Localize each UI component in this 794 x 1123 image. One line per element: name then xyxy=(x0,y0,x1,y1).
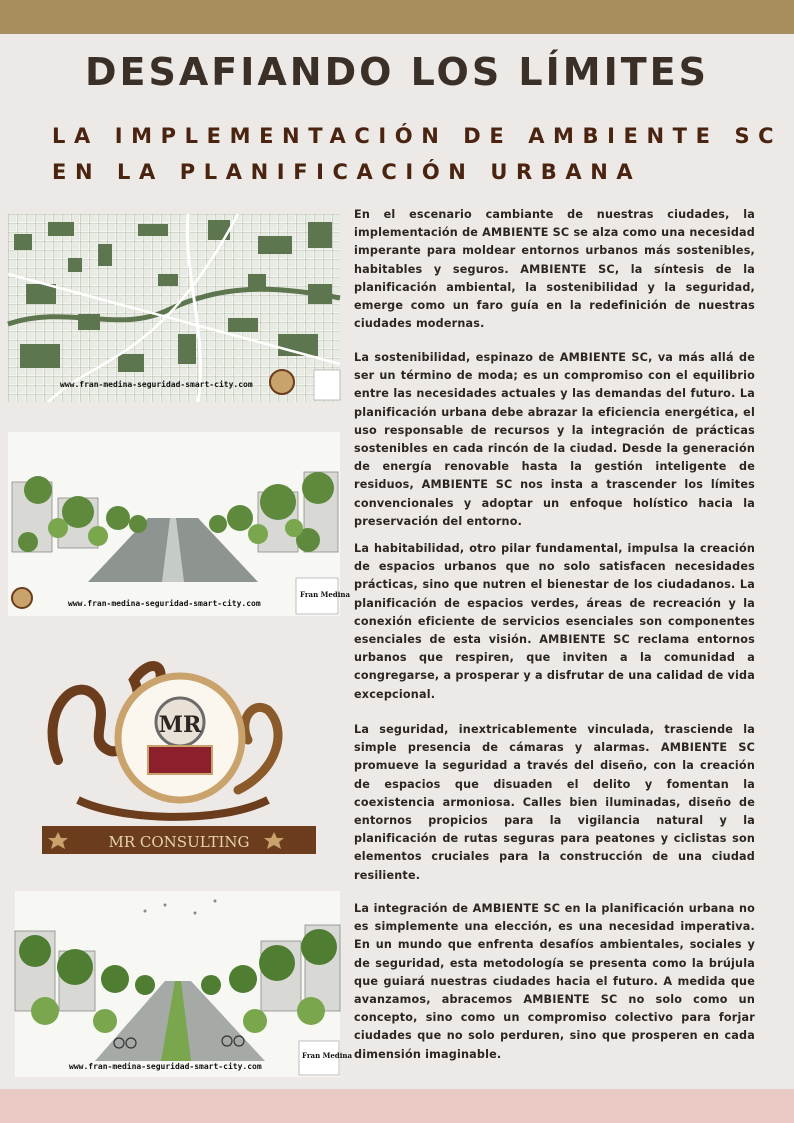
badge-label: Fran Medina xyxy=(302,1051,352,1060)
city-map-image xyxy=(8,214,340,402)
paragraph-habitabilidad: La habitabilidad, otro pilar fundamental, impulsa la creación de espacios urbanos que no solo satisfacen necesidades prácticas, sino que nutren el bienestar de los ciudadanos. La planificación de espacios verdes, áreas de recreación y la conexión eficiente de servicios esenciales son componentes esenciales de esta visión. AMBIENTE SC reclama entornos urbanos que respiren, que inviten a la comunidad a congregarse, a prosperar y a disfrutar de una calidad de vida excepcional. xyxy=(354,542,755,701)
paragraph-intro: En el escenario cambiante de nuestras ciudades, la implementación de AMBIENTE SC se alza como una necesidad imperante para moldear entornos urbanos más sostenibles, habitables y seguros. AMBIENTE SC, la síntesis de la planificación ambiental, la sostenibilidad y la seguridad, emerge como un faro guía en la redefinición de nuestras ciudades modernas. xyxy=(354,208,755,331)
paragraph-conclusion: La integración de AMBIENTE SC en la planificación urbana no es simplemente una elección, es una necesidad imperativa. En un mundo que enfrenta desafíos ambientales, sociales y de seguridad, esta metodología se presenta como la brújula que guiará nuestras ciudades hacia el futuro. A medida que avanzamos, abracemos AMBIENTE SC no solo como un concepto, sino como un compromiso colectivo para forjar ciudades que no solo perduren, sino que prosperen en cada dimensión imaginable. xyxy=(354,902,755,1061)
page-title: DESAFIANDO LOS LÍMITES xyxy=(85,50,709,94)
top-color-band xyxy=(0,0,794,34)
subtitle-line-2: EN LA PLANIFICACIÓN URBANA xyxy=(52,160,642,184)
bottom-color-band xyxy=(0,1089,794,1123)
badge-label: Fran Medina xyxy=(300,590,350,599)
logo-name: MR CONSULTING xyxy=(108,833,250,851)
bike-street-image xyxy=(15,891,352,1077)
logo-monogram: MR xyxy=(158,712,202,738)
image-caption: www.fran-medina-seguridad-smart-city.com xyxy=(68,599,261,608)
image-caption: www.fran-medina-seguridad-smart-city.com xyxy=(69,1062,262,1071)
image-caption: www.fran-medina-seguridad-smart-city.com xyxy=(60,380,253,389)
paragraph-seguridad: La seguridad, inextricablemente vinculada, trasciende la simple presencia de cámaras y alarmas. AMBIENTE SC promueve la seguridad a través del diseño, con la creación de espacios que disuaden el delito y fomentan la coexistencia armoniosa. Calles bien iluminadas, diseño de entornos propicios para la vigilancia natural y la planificación de rutas seguras para peatones y ciclistas son elementos cruciales para la construcción de una ciudad resiliente. xyxy=(354,723,755,882)
paragraph-sostenibilidad: La sostenibilidad, espinazo de AMBIENTE SC, va más allá de ser un término de moda; es un compromiso con el equilibrio entre las necesidades actuales y las demandas del futuro. La planificación urbana debe abrazar la eficiencia energética, el uso responsable de recursos y la integración de prácticas sostenibles en cada rincón de la ciudad. Desde la generación de energía renovable hasta la gestión inteligente de residuos, AMBIENTE SC nos insta a trascender los límites convencionales y adoptar un enfoque holístico hacia la preservación del entorno. xyxy=(354,351,755,528)
mr-consulting-logo xyxy=(38,650,320,860)
page-subtitle xyxy=(52,118,783,190)
green-street-image xyxy=(8,432,350,616)
subtitle-line-1: LA IMPLEMENTACIÓN DE AMBIENTE SC xyxy=(52,124,783,148)
